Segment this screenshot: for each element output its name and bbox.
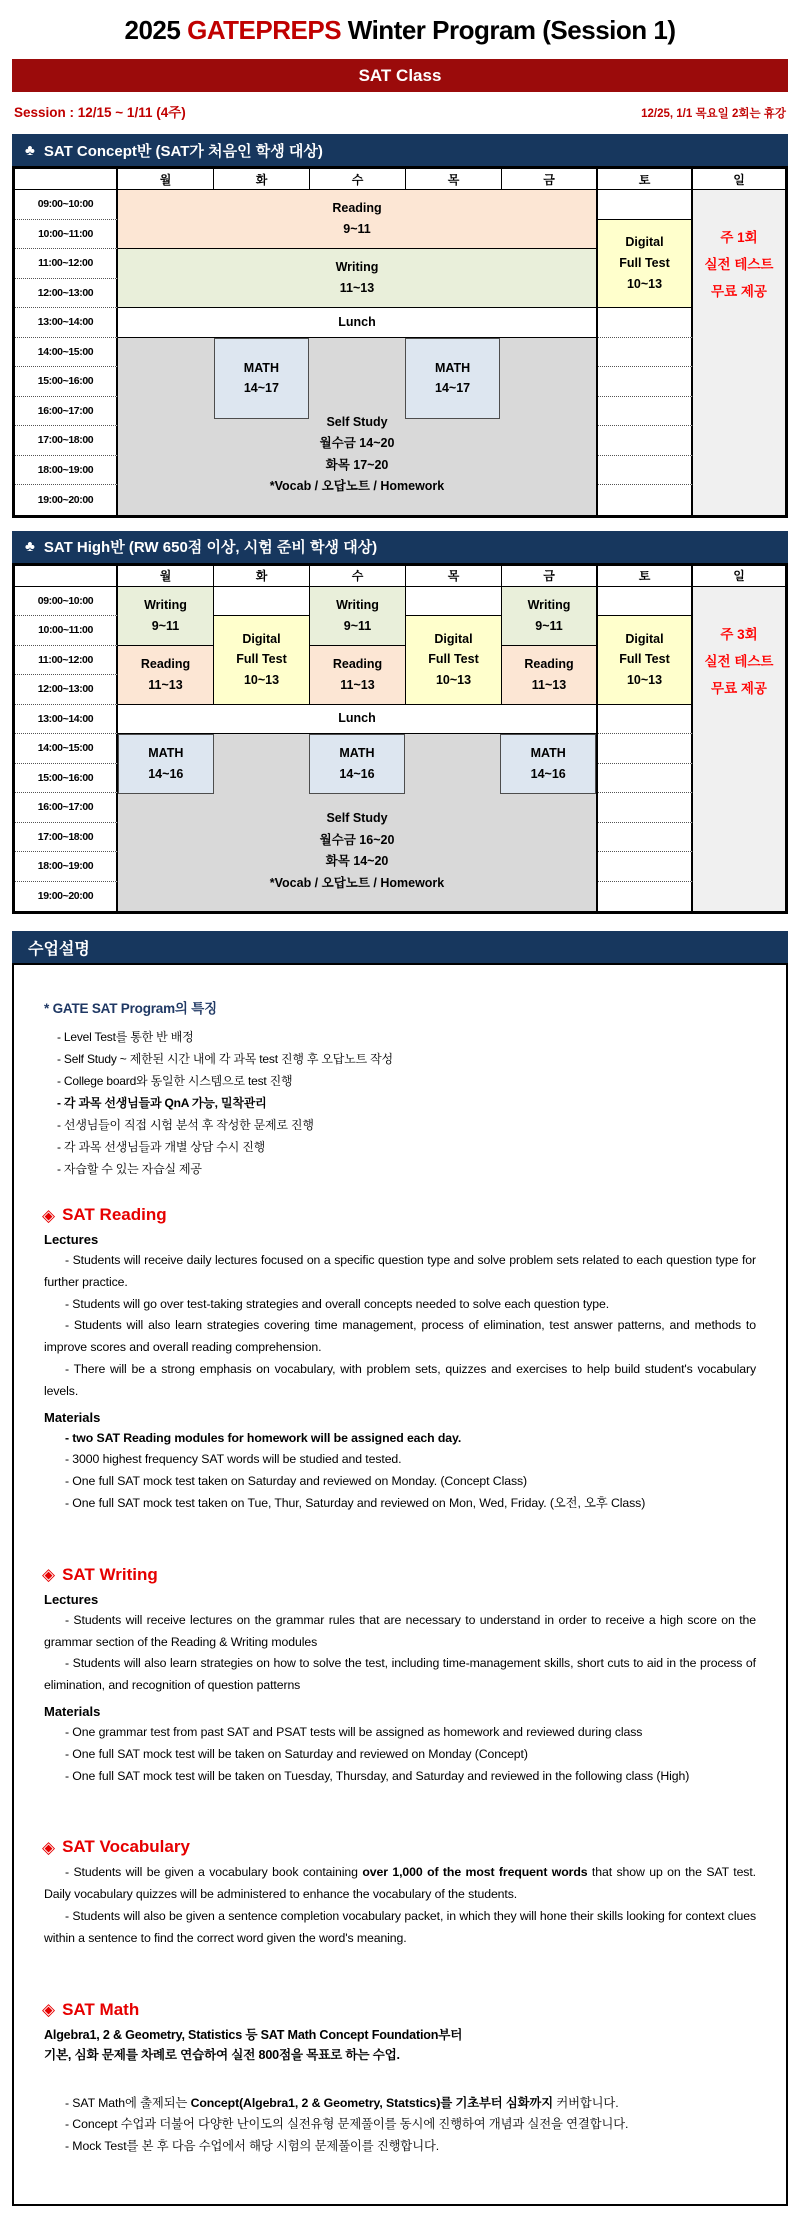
block-line: 9~11 xyxy=(151,618,180,633)
subsection-heading: Lectures xyxy=(44,1591,99,1607)
block-line: MATH xyxy=(243,360,279,375)
text-segment: - One full SAT mock test taken on Tue, Thur, Saturday and reviewed on Mon, Wed, Friday. (오전, 오후 Class) xyxy=(65,1495,646,1510)
saturday-empty-cell xyxy=(598,587,693,617)
saturday-empty-cell xyxy=(598,190,693,220)
program-feature-item: - Self Study ~ 제한된 시간 내에 각 과목 test 진행 후 오답노트 작성 xyxy=(57,1052,393,1066)
math-block xyxy=(500,734,596,794)
block-line: 10~13 xyxy=(435,673,472,688)
bullet-item xyxy=(44,2136,756,2158)
page-title xyxy=(12,10,788,50)
holiday-notice: 12/25, 1/1 목요일 2회는 휴강 xyxy=(641,108,786,120)
empty-cell xyxy=(598,764,693,794)
text-segment: - Students will also learn strategies covering time management, process of elimination, test answer patterns, and methods to improve scores and overall reading comprehension. xyxy=(44,1318,756,1355)
block-line: 14~16 xyxy=(339,767,375,782)
club-icon: ♣ xyxy=(25,141,35,159)
text-segment: that show up on the SAT test. Daily vocabulary quizzes will be administered to enhance the vocabulary of the students. xyxy=(44,1865,756,1902)
text-segment: - Students will receive lectures on the grammar rules that are necessary to understand in order to receive a high score on the grammar section of the Reading & Writing modules xyxy=(44,1612,756,1649)
block-line: 11~13 xyxy=(148,677,183,692)
section-heading xyxy=(42,2000,770,2020)
schedule-title: SAT High반 (RW 650점 이상, 시험 준비 학생 대상) xyxy=(43,539,378,556)
block-line: Reading xyxy=(524,656,574,671)
time-label: 14:00~15:00 xyxy=(15,338,118,368)
block-line: 무료 제공 xyxy=(711,680,767,696)
schedule-title-bar xyxy=(12,531,788,563)
block-line: Digital xyxy=(625,631,664,646)
self-study-block xyxy=(118,734,598,911)
empty-cell xyxy=(598,308,693,338)
block-line: Full Test xyxy=(236,652,287,667)
self-study-line: Self Study xyxy=(326,414,388,429)
time-label: 11:00~12:00 xyxy=(15,646,118,676)
reading-block xyxy=(502,646,598,705)
section-title: SAT Reading xyxy=(62,1205,167,1224)
self-study-line: 화목 17~20 xyxy=(325,457,389,472)
time-label: 10:00~11:00 xyxy=(15,616,118,646)
time-label: 09:00~10:00 xyxy=(15,587,118,617)
bullet-group xyxy=(30,1250,770,1403)
empty-cell xyxy=(598,823,693,853)
empty-cell xyxy=(598,338,693,368)
empty-cell xyxy=(598,852,693,882)
block-line: Writing xyxy=(144,597,187,612)
program-feature-item: - 선생님들이 직접 시험 분석 후 작성한 문제로 진행 xyxy=(57,1118,314,1132)
day-header: 토 xyxy=(598,566,693,587)
schedule-grid xyxy=(12,563,788,915)
time-label: 12:00~13:00 xyxy=(15,279,118,309)
writing-block xyxy=(310,587,406,646)
day-header: 수 xyxy=(310,169,406,190)
time-label: 16:00~17:00 xyxy=(15,397,118,427)
block-line: Digital xyxy=(625,235,664,250)
reading-block xyxy=(310,646,406,705)
time-label: 15:00~16:00 xyxy=(15,367,118,397)
bullet-item xyxy=(44,1428,756,1450)
time-label: 13:00~14:00 xyxy=(15,705,118,735)
day-header: 목 xyxy=(406,169,502,190)
lunch-block xyxy=(118,308,598,338)
section-title: SAT Writing xyxy=(62,1564,158,1584)
thursday-empty-cell xyxy=(406,587,502,617)
sat-class-banner: SAT Class xyxy=(12,59,788,92)
digital-full-test-block xyxy=(406,616,502,705)
block-line: 주 1회 xyxy=(720,230,758,245)
day-header: 화 xyxy=(214,566,310,587)
description-header: 수업설명 xyxy=(12,931,788,963)
text-segment: - two SAT Reading modules for homework will be assigned each day. xyxy=(65,1430,462,1445)
free-test-note xyxy=(693,190,785,515)
section-title: SAT Vocabulary xyxy=(62,1837,190,1857)
time-label: 19:00~20:00 xyxy=(15,882,118,912)
section-intro-line: 기본, 심화 문제를 차례로 연습하여 실전 800점을 목표로 하는 수업. xyxy=(44,2048,400,2063)
program-title: * GATE SAT Program의 특징 xyxy=(44,1001,217,1016)
schedule-title: SAT Concept반 (SAT가 처음인 학생 대상) xyxy=(43,142,323,160)
text-segment: - Students will receive daily lectures focused on a specific question type and solve problem sets related to each question type for further practice. xyxy=(44,1253,756,1289)
day-header: 월 xyxy=(118,169,214,190)
time-label: 13:00~14:00 xyxy=(15,308,118,338)
bullet-group xyxy=(30,1610,770,1697)
text-segment: Concept(Algebra1, 2 & Geometry, Statstics)를 기초부터 심화까지 xyxy=(190,2095,553,2110)
time-label: 12:00~13:00 xyxy=(15,675,118,705)
empty-cell xyxy=(598,426,693,456)
time-label: 18:00~19:00 xyxy=(15,852,118,882)
self-study-line: 화목 14~20 xyxy=(325,854,389,869)
block-line: MATH xyxy=(339,746,375,761)
empty-cell xyxy=(598,397,693,427)
bullet-item xyxy=(44,1471,756,1493)
subsection-heading: Lectures xyxy=(44,1232,99,1247)
block-line: Reading xyxy=(140,656,191,671)
empty-cell xyxy=(598,793,693,823)
writing-block xyxy=(118,249,598,308)
section-title: SAT Math xyxy=(62,1999,140,2019)
self-study-line: *Vocab / 오답노트 / Homework xyxy=(269,875,445,890)
block-line: 11~13 xyxy=(340,677,375,692)
block-line: Full Test xyxy=(428,652,479,667)
block-line: 11~13 xyxy=(339,281,375,295)
diamond-icon: ◈ xyxy=(42,1565,56,1585)
diamond-icon: ◈ xyxy=(42,1837,56,1857)
math-block xyxy=(309,734,405,794)
description-body xyxy=(12,963,788,2206)
block-line: MATH xyxy=(148,746,184,761)
day-header: 수 xyxy=(310,566,406,587)
block-line: 9~11 xyxy=(343,618,372,633)
club-icon: ♣ xyxy=(25,538,35,555)
text-segment: over 1,000 of the most frequent words xyxy=(362,1865,588,1880)
block-line: 주 3회 xyxy=(720,626,758,642)
corner-cell xyxy=(15,566,118,587)
self-study-lines xyxy=(118,808,596,893)
empty-cell xyxy=(598,456,693,486)
text-segment: - Students will also learn strategies on how to solve the test, including time-management skills, short cuts to aid in the process of elimination, and recognition of question patterns xyxy=(44,1656,756,1693)
block-line: 14~17 xyxy=(435,381,471,396)
brand-name: GATEPREPS xyxy=(187,15,342,45)
text-segment: - One full SAT mock test will be taken on Saturday and reviewed on Monday (Concept) xyxy=(65,1746,528,1761)
bullet-item xyxy=(44,1610,756,1654)
schedule-grid xyxy=(12,166,788,518)
time-label: 17:00~18:00 xyxy=(15,823,118,853)
writing-block xyxy=(118,587,214,646)
day-header: 화 xyxy=(214,169,310,190)
text-segment: - Concept 수업과 더불어 다양한 난이도의 실전유형 문제풀이를 동시에 진행하여 개념과 실전을 연결합니다. xyxy=(65,2117,629,2132)
bullet-item xyxy=(44,1449,756,1471)
block-line: MATH xyxy=(435,360,471,375)
time-label: 15:00~16:00 xyxy=(15,764,118,794)
text-segment: - SAT Math에 출제되는 xyxy=(65,2095,191,2110)
bullet-item xyxy=(44,1766,756,1788)
title-suffix: Winter Program (Session 1) xyxy=(341,15,676,45)
text-segment: 커버합니다. xyxy=(553,2095,619,2110)
bullet-group xyxy=(30,2093,770,2158)
bullet-item xyxy=(44,1906,756,1950)
bullet-item xyxy=(44,1315,756,1359)
block-line: Writing xyxy=(527,597,571,612)
bullet-item xyxy=(44,1722,756,1744)
block-line: Digital xyxy=(242,631,281,646)
sat-concept-schedule xyxy=(12,134,788,518)
day-header: 금 xyxy=(502,169,598,190)
block-line: Lunch xyxy=(338,314,376,329)
self-study-lines xyxy=(118,412,596,497)
text-segment: - Students will be given a vocabulary book containing xyxy=(65,1865,363,1880)
block-line: 실전 테스트 xyxy=(704,653,774,669)
empty-cell xyxy=(598,882,693,912)
program-feature-item: - 각 과목 선생님들과 개별 상담 수시 진행 xyxy=(57,1140,266,1154)
bullet-item xyxy=(44,1653,756,1697)
self-study-line: *Vocab / 오답노트 / Homework xyxy=(269,479,445,494)
day-header: 일 xyxy=(693,566,785,587)
self-study-line: 월수금 14~20 xyxy=(319,436,395,451)
self-study-block xyxy=(118,338,598,515)
bullet-item xyxy=(44,1493,756,1515)
bullet-item xyxy=(44,2093,756,2115)
text-segment: - Students will also be given a sentence completion vocabulary packet, in which they will hone their skills looking for context clues within a sentence to find the correct word given the word's meaning. xyxy=(44,1908,756,1945)
bullet-item xyxy=(44,1744,756,1766)
digital-full-test-block xyxy=(214,616,310,705)
text-segment: - Students will go over test-taking strategies and overall concepts needed to solve each question type. xyxy=(65,1296,610,1311)
diamond-icon: ◈ xyxy=(42,2000,56,2020)
reading-block xyxy=(118,190,598,249)
free-test-note xyxy=(693,587,785,912)
block-line: Lunch xyxy=(338,711,376,726)
block-line: 11~13 xyxy=(531,677,567,692)
session-label: Session : 12/15 ~ 1/11 (4주) xyxy=(14,105,186,120)
time-label: 10:00~11:00 xyxy=(15,220,118,250)
block-line: 무료 제공 xyxy=(711,284,767,299)
day-header: 금 xyxy=(502,566,598,587)
self-study-line: Self Study xyxy=(326,811,388,826)
block-line: Digital xyxy=(434,631,473,646)
diamond-icon: ◈ xyxy=(42,1205,56,1225)
section-intro-line: Algebra1, 2 & Geometry, Statistics 등 SAT Math Concept Foundation부터 xyxy=(44,2027,463,2042)
block-line: 14~16 xyxy=(148,767,184,782)
empty-cell xyxy=(598,734,693,764)
time-label: 18:00~19:00 xyxy=(15,456,118,486)
block-line: Reading xyxy=(332,656,383,671)
schedule-title-bar xyxy=(12,134,788,166)
bullet-item xyxy=(44,2114,756,2136)
block-line: 9~11 xyxy=(343,222,371,236)
empty-cell xyxy=(598,485,693,515)
section-heading xyxy=(42,1565,770,1585)
digital-full-test-block xyxy=(598,220,693,309)
math-block xyxy=(118,734,214,794)
lunch-block xyxy=(118,705,598,735)
day-header: 월 xyxy=(118,566,214,587)
math-block xyxy=(214,338,310,419)
time-label: 17:00~18:00 xyxy=(15,426,118,456)
session-row xyxy=(14,101,786,121)
writing-block xyxy=(502,587,598,646)
section-heading xyxy=(42,1205,770,1225)
tuesday-empty-cell xyxy=(214,587,310,617)
time-label: 19:00~20:00 xyxy=(15,485,118,515)
bullet-item xyxy=(44,1862,756,1906)
day-header: 목 xyxy=(406,566,502,587)
bullet-item xyxy=(44,1294,756,1316)
text-segment: - One full SAT mock test will be taken on Tuesday, Thursday, and Saturday and reviewed in the following class (High) xyxy=(65,1768,690,1783)
reading-block xyxy=(118,646,214,705)
program-feature-item: - College board와 동일한 시스템으로 test 진행 xyxy=(57,1074,293,1088)
text-segment: - 3000 highest frequency SAT words will be studied and tested. xyxy=(65,1452,402,1467)
text-segment: - There will be a strong emphasis on vocabulary, with problem sets, quizzes and exercises to help build student's vocabulary levels. xyxy=(44,1361,756,1398)
block-line: MATH xyxy=(530,746,566,761)
block-line: Writing xyxy=(335,260,379,275)
empty-cell xyxy=(598,367,693,397)
block-line: 10~13 xyxy=(243,673,280,688)
block-line: 14~17 xyxy=(243,381,279,396)
math-block xyxy=(405,338,501,419)
time-label: 16:00~17:00 xyxy=(15,793,118,823)
block-line: 10~13 xyxy=(626,673,663,688)
text-segment: - One full SAT mock test taken on Saturday and reviewed on Monday. (Concept Class) xyxy=(65,1474,528,1489)
text-segment: - One grammar test from past SAT and PSAT tests will be assigned as homework and reviewed during class xyxy=(65,1724,643,1739)
corner-cell xyxy=(15,169,118,190)
block-line: Reading xyxy=(332,201,382,216)
day-header: 일 xyxy=(693,169,785,190)
subsection-heading: Materials xyxy=(44,1409,101,1425)
bullet-item xyxy=(44,1250,756,1294)
sat-high-schedule xyxy=(12,531,788,915)
title-prefix: 2025 xyxy=(124,15,188,45)
block-line: Full Test xyxy=(619,652,670,667)
day-header: 토 xyxy=(598,169,693,190)
time-label: 09:00~10:00 xyxy=(15,190,118,220)
block-line: 실전 테스트 xyxy=(704,257,774,272)
bullet-group xyxy=(30,1722,770,1787)
text-segment: - Mock Test를 본 후 다음 수업에서 해당 시험의 문제풀이를 진행합니다. xyxy=(65,2139,440,2154)
subsection-heading: Materials xyxy=(44,1703,101,1719)
class-description-section xyxy=(12,931,788,2206)
self-study-line: 월수금 16~20 xyxy=(319,832,395,847)
block-line: Writing xyxy=(336,597,379,612)
time-label: 14:00~15:00 xyxy=(15,734,118,764)
program-feature-item: - 각 과목 선생님들과 QnA 가능, 밀착관리 xyxy=(57,1096,267,1110)
empty-cell xyxy=(598,705,693,735)
block-line: 9~11 xyxy=(535,618,563,633)
block-line: Full Test xyxy=(619,255,670,270)
section-heading xyxy=(42,1837,770,1857)
block-line: 10~13 xyxy=(626,276,663,291)
bullet-item xyxy=(44,1359,756,1403)
program-feature-item: - Level Test를 통한 반 배정 xyxy=(57,1030,194,1044)
time-label: 11:00~12:00 xyxy=(15,249,118,279)
bullet-group xyxy=(30,1862,770,1949)
program-feature-item: - 자습할 수 있는 자습실 제공 xyxy=(57,1162,202,1176)
block-line: 14~16 xyxy=(530,767,566,782)
bullet-group xyxy=(30,1428,770,1515)
digital-full-test-block xyxy=(598,616,693,705)
